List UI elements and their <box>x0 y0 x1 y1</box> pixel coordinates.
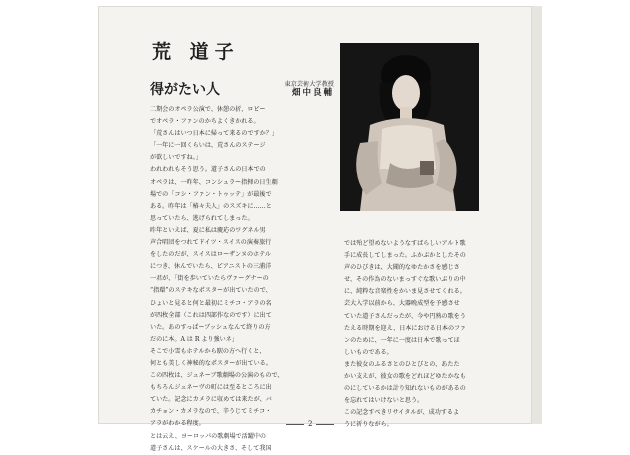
text-line: 声のひびきは、大聞的なゆたかさを感じさ <box>344 264 460 272</box>
text-line: ていた道子さんだったが、今や円熟の歌をう <box>344 312 466 320</box>
text-line: ていた。記念にカメラに収めては来たが、バ <box>150 396 272 404</box>
author-credit <box>264 80 334 98</box>
text-line: かい支えが、彼女の歌をどれほどゆたかなも <box>344 373 466 381</box>
text-line: では殆ど望めないようなすばらしいアルト歌 <box>344 240 466 247</box>
text-line: のにしているかは計り知れないものがあるの <box>344 385 466 393</box>
text-line: だのに本。A は R より強いネ」 <box>150 335 238 343</box>
text-line: につき、休んでいたら、ピアニストの三浦洋 <box>150 263 272 271</box>
text-line: うに祈りながら。 <box>344 421 393 429</box>
text-line: をしたのだが、スイスはローザンヌのホテル <box>150 251 272 259</box>
text-line: われわれもそう思う。道子さんの日本での <box>150 166 266 174</box>
text-line: が四枚全部（これは四部作なのです）に出て <box>150 311 272 319</box>
text-line: 二期会のオペラ公演で、休憩の折、ロビー <box>150 106 266 113</box>
text-line: この四枚は、ジュネーブ歌劇場の公演のもので、 <box>150 372 284 380</box>
page-number: 2 <box>282 420 338 428</box>
text-line: 思っていたら、逃げられてしまった。 <box>150 214 254 222</box>
text-line: たえる時期を迎え、日本における日本のファ <box>344 324 467 332</box>
text-line: カチョン・カメラなので、辛うじてミチコ・ <box>150 408 272 416</box>
author-affiliation: 東京芸術大学教授 <box>284 81 334 88</box>
article-heading: 得がたい人 <box>150 82 220 98</box>
text-line: 昨年といえば、夏に私は慶応のワグネル男 <box>150 226 266 234</box>
portrait-photo <box>340 43 479 211</box>
text-line: そこで小雪もホテルから駅の方へ行くと、 <box>150 347 266 355</box>
page-title: 荒 道子 <box>152 41 240 63</box>
text-line: 場での「コシ・ファン・トゥッテ」が最後で <box>150 190 272 198</box>
text-line: ある。昨年は「椿々夫人」のスズキに……と <box>150 202 272 210</box>
text-line: 一君が、「街を歩いていたらヴァーグナーの <box>150 275 269 283</box>
text-line: が欲しいですね。」 <box>150 154 202 162</box>
text-line: もちろんジュネーヴの町には至るところに出 <box>150 384 272 392</box>
text-line: この記念すべきリサイタルが、成功するよ <box>344 409 460 417</box>
author-name: 畑中良輔 <box>291 88 334 98</box>
text-line: せ、その作為のないまっすぐな歌いぶりの中 <box>344 276 466 284</box>
article-column-left <box>150 104 340 455</box>
text-line: ンのために、一年に一度は日本で歌ってほ <box>344 336 460 344</box>
text-line: 何とも美しく神秘的なポスターが出ている。 <box>150 359 272 367</box>
text-line: “指環”のステキなポスターが出ていたので、 <box>150 287 272 295</box>
page-edge <box>532 6 542 424</box>
text-line: また彼女のふるさとのひとびとの、あたた <box>344 360 460 368</box>
text-line: 手に成長してしまった。ふかぶかとしたその <box>344 252 466 260</box>
text-line: 「一年に一回くらいは、荒さんのステージ <box>150 142 266 150</box>
text-line: でオペラ・ファンのかちよくきかれる。 <box>150 118 260 126</box>
text-line: 芸大入学以前から、大器晩成型を予感させ <box>344 300 460 308</box>
text-line: に、純粋な音楽性をかいま見させてくれる。 <box>344 288 466 296</box>
text-line: ひょいと見ると何と最初にミチコ・アラの名 <box>150 299 272 307</box>
singer-portrait-image <box>340 43 479 211</box>
article-column-right <box>344 238 526 432</box>
text-line: アラがわかる程度。 <box>150 420 205 428</box>
text-line: 声合唱団をつれてドイツ・スイスの演奏旅行 <box>150 239 272 247</box>
text-line: いた。あのすっぱーブッシュなんて終りの方 <box>150 323 271 331</box>
text-line: オペラは、一昨年、コンシュラー指揮の日生劇 <box>150 178 278 186</box>
text-line: とは云え、ヨーロッパの歌劇場で活躍中の <box>150 432 267 440</box>
text-line: しいものである。 <box>344 348 393 356</box>
text-line: 道子さんは、スケールの大きさ、そして我国 <box>150 444 272 452</box>
text-line: 「荒さんはいつ日本に帰って来るのですか？」 <box>150 130 278 138</box>
text-line: を忘れてはいけないと思う。 <box>344 397 424 405</box>
